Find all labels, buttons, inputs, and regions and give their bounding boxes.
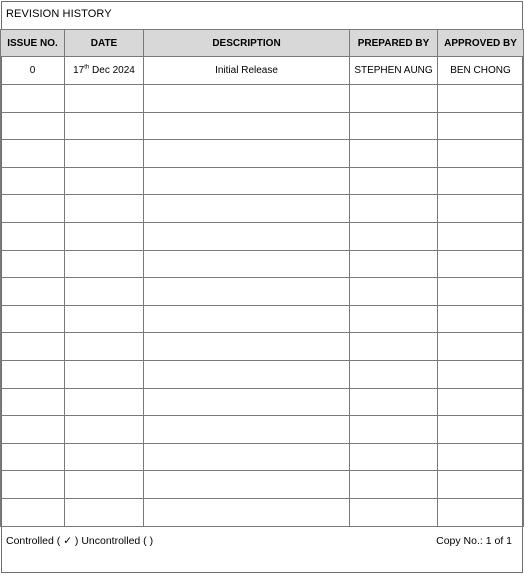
empty-cell <box>350 140 438 168</box>
empty-cell <box>1 443 65 471</box>
empty-cell <box>65 388 144 416</box>
document-footer <box>0 526 523 556</box>
column-header-approved-by: APPROVED BY <box>438 30 524 57</box>
empty-cell <box>1 388 65 416</box>
empty-cell <box>1 498 65 526</box>
empty-cell <box>144 498 350 526</box>
empty-cell <box>144 305 350 333</box>
empty-cell <box>144 360 350 388</box>
table-row <box>1 195 524 223</box>
column-header-issue: ISSUE NO. <box>1 30 65 57</box>
table-row <box>1 112 524 140</box>
empty-cell <box>438 278 524 306</box>
empty-cell <box>65 85 144 113</box>
empty-cell <box>1 278 65 306</box>
empty-cell <box>438 333 524 361</box>
control-status: Controlled ( ✓ ) Uncontrolled ( ) <box>6 535 154 547</box>
table-row <box>1 333 524 361</box>
empty-cell <box>1 250 65 278</box>
revision-table <box>0 29 524 527</box>
empty-cell <box>350 388 438 416</box>
empty-cell <box>350 333 438 361</box>
column-header-description: DESCRIPTION <box>144 30 350 57</box>
empty-cell <box>1 140 65 168</box>
table-row <box>1 471 524 499</box>
description-cell: Initial Release <box>144 57 350 85</box>
date-day: 17 <box>73 65 85 76</box>
copy-number: Copy No.: 1 of 1 <box>436 535 512 547</box>
empty-cell <box>1 167 65 195</box>
empty-cell <box>438 388 524 416</box>
empty-cell <box>65 333 144 361</box>
table-row <box>1 167 524 195</box>
table-row <box>1 250 524 278</box>
empty-cell <box>144 333 350 361</box>
empty-cell <box>350 195 438 223</box>
empty-cell <box>438 112 524 140</box>
empty-cell <box>65 278 144 306</box>
empty-cell <box>438 222 524 250</box>
empty-cell <box>350 167 438 195</box>
empty-cell <box>438 85 524 113</box>
empty-cell <box>438 416 524 444</box>
empty-cell <box>1 360 65 388</box>
empty-cell <box>1 85 65 113</box>
table-row <box>1 416 524 444</box>
table-row <box>1 140 524 168</box>
empty-cell <box>350 305 438 333</box>
empty-cell <box>438 360 524 388</box>
date-rest: Dec 2024 <box>89 65 135 76</box>
table-row <box>1 498 524 526</box>
table-header-row <box>1 30 524 57</box>
empty-cell <box>438 195 524 223</box>
empty-cell <box>65 498 144 526</box>
empty-cell <box>350 112 438 140</box>
empty-cell <box>350 250 438 278</box>
issue-cell: 0 <box>1 57 65 85</box>
empty-cell <box>1 416 65 444</box>
empty-cell <box>438 167 524 195</box>
empty-cell <box>350 416 438 444</box>
empty-cell <box>65 305 144 333</box>
empty-cell <box>144 250 350 278</box>
table-row <box>1 360 524 388</box>
empty-cell <box>1 195 65 223</box>
empty-cell <box>350 471 438 499</box>
empty-cell <box>438 140 524 168</box>
empty-cell <box>438 443 524 471</box>
empty-cell <box>65 250 144 278</box>
table-row <box>1 85 524 113</box>
empty-cell <box>438 498 524 526</box>
empty-cell <box>1 305 65 333</box>
table-row <box>1 388 524 416</box>
empty-cell <box>65 222 144 250</box>
empty-cell <box>350 360 438 388</box>
empty-cell <box>144 85 350 113</box>
empty-cell <box>65 360 144 388</box>
prepared-by-cell: STEPHEN AUNG <box>350 57 438 85</box>
empty-cell <box>65 167 144 195</box>
empty-cell <box>144 140 350 168</box>
empty-cell <box>144 112 350 140</box>
date-cell <box>65 57 144 85</box>
empty-cell <box>144 443 350 471</box>
empty-cell <box>1 333 65 361</box>
table-row <box>1 278 524 306</box>
table-row <box>1 222 524 250</box>
empty-cell <box>438 471 524 499</box>
empty-cell <box>65 443 144 471</box>
empty-cell <box>144 278 350 306</box>
table-row <box>1 57 524 85</box>
empty-cell <box>144 471 350 499</box>
empty-cell <box>144 416 350 444</box>
empty-cell <box>350 498 438 526</box>
empty-cell <box>350 85 438 113</box>
empty-cell <box>1 112 65 140</box>
empty-cell <box>438 305 524 333</box>
table-row <box>1 305 524 333</box>
empty-cell <box>1 471 65 499</box>
empty-cell <box>65 140 144 168</box>
empty-cell <box>65 112 144 140</box>
approved-by-cell: BEN CHONG <box>438 57 524 85</box>
empty-cell <box>144 388 350 416</box>
empty-cell <box>1 222 65 250</box>
column-header-prepared-by: PREPARED BY <box>350 30 438 57</box>
empty-cell <box>350 278 438 306</box>
empty-cell <box>65 416 144 444</box>
empty-cell <box>65 471 144 499</box>
revision-history-title: REVISION HISTORY <box>6 8 112 20</box>
empty-cell <box>144 167 350 195</box>
column-header-date: DATE <box>65 30 144 57</box>
date-suffix: th <box>84 64 90 71</box>
empty-cell <box>350 443 438 471</box>
empty-cell <box>350 222 438 250</box>
empty-cell <box>144 222 350 250</box>
empty-cell <box>144 195 350 223</box>
empty-cell <box>65 195 144 223</box>
empty-cell <box>438 250 524 278</box>
table-row <box>1 443 524 471</box>
